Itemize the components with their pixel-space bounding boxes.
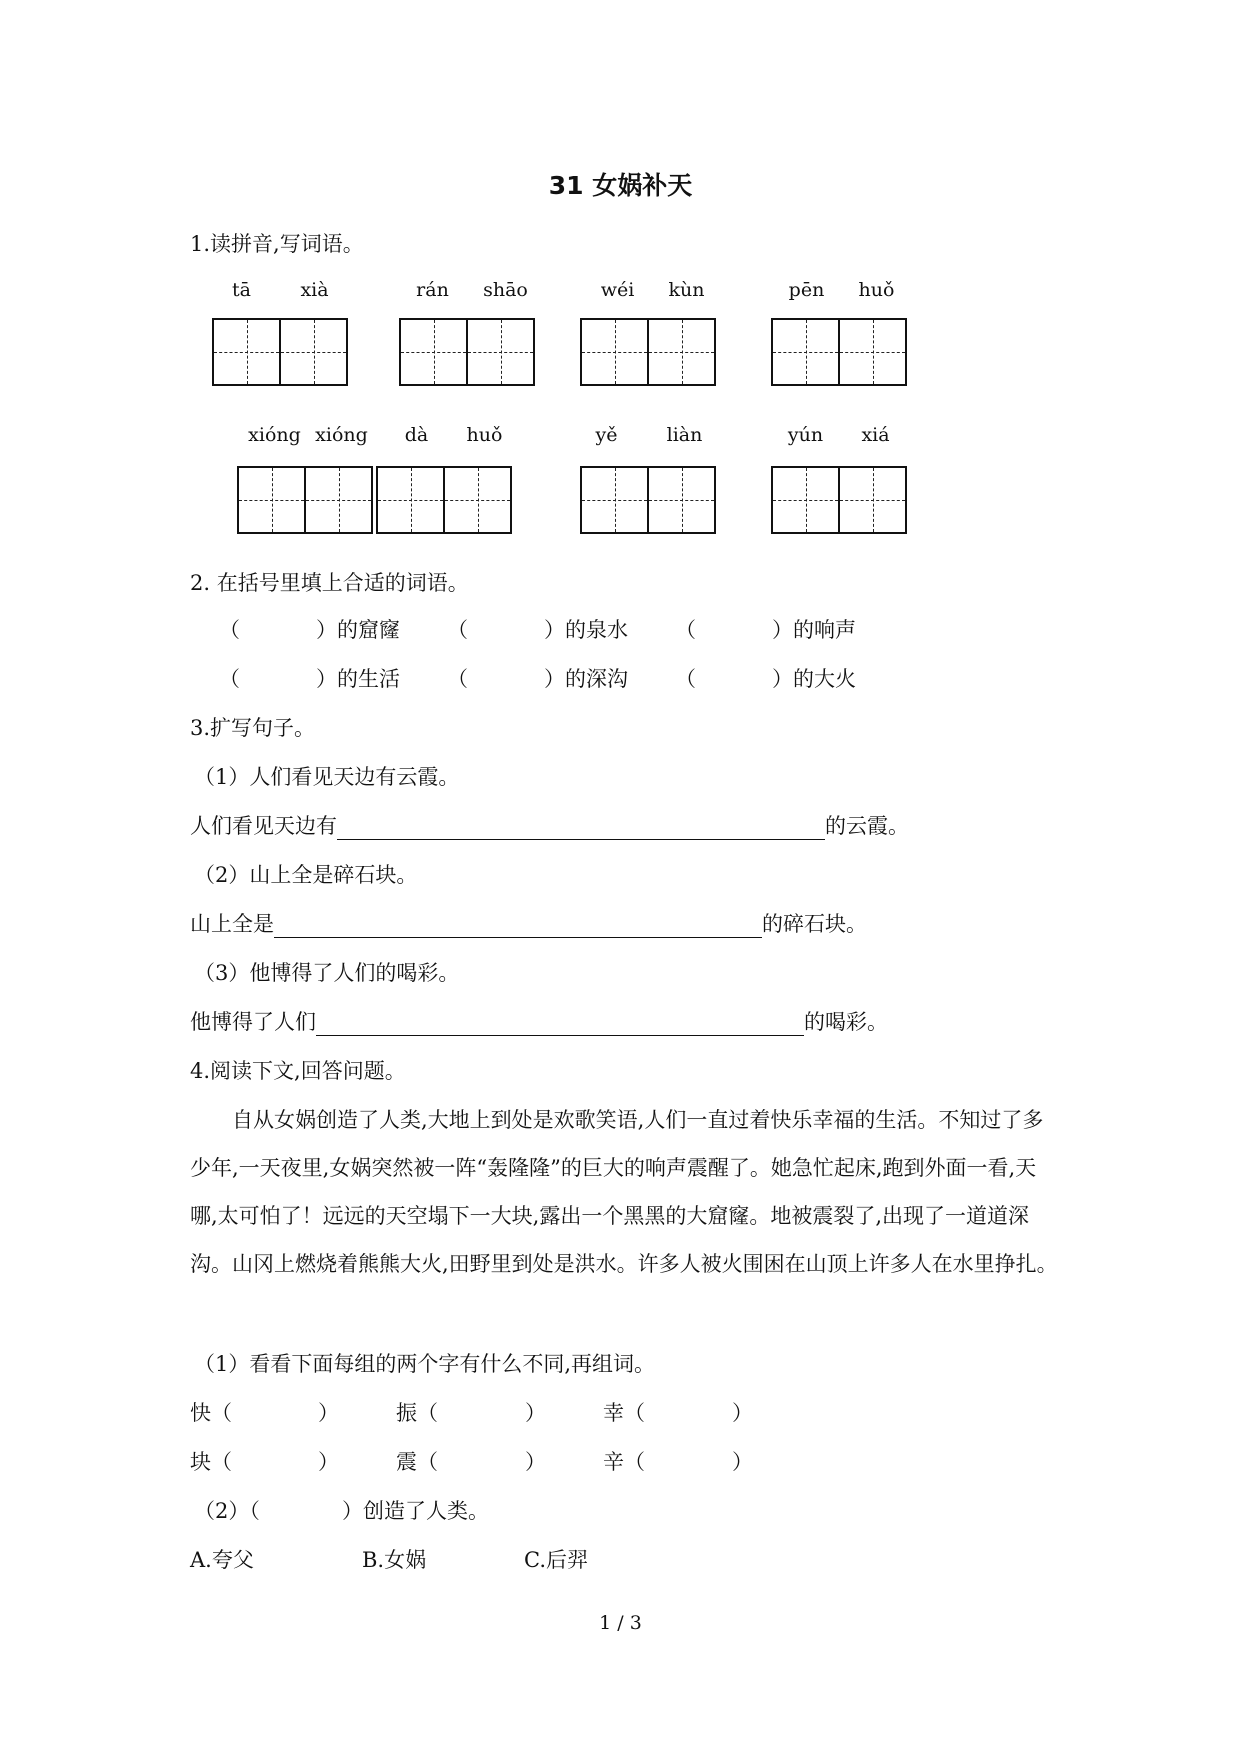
pinyin: tā	[232, 279, 251, 301]
writing-grid[interactable]	[771, 466, 907, 534]
q4-sub-question-1: （1）看看下面每组的两个字有什么不同,再组词。	[194, 1352, 656, 1376]
answer-suffix: 的云霞。	[825, 814, 909, 838]
bracket-close: ）	[525, 1401, 546, 1425]
fill-phrase: ）的大火	[772, 667, 856, 691]
q3-sentence-3: （3）他博得了人们的喝彩。	[194, 961, 460, 985]
char-pair: 辛（	[603, 1450, 645, 1474]
tian-cell[interactable]	[580, 318, 649, 386]
q4-sub-question-2-start: （2）（	[194, 1499, 260, 1523]
option-c[interactable]: C.后羿	[524, 1548, 588, 1572]
tian-cell[interactable]	[647, 318, 716, 386]
writing-grid[interactable]	[212, 318, 348, 386]
writing-grid[interactable]	[580, 466, 716, 534]
bracket-close: ）	[318, 1450, 339, 1474]
pinyin: dà	[404, 424, 429, 446]
page-title: 31 女娲补天	[548, 171, 693, 200]
option-b[interactable]: B.女娲	[362, 1548, 427, 1572]
char-pair: 幸（	[603, 1401, 645, 1425]
char-pair: 快（	[190, 1401, 232, 1425]
pinyin: xióng	[315, 424, 368, 446]
q2-heading: 2. 在括号里填上合适的词语。	[190, 571, 469, 595]
bracket-close: ）	[732, 1401, 753, 1425]
q4-heading: 4.阅读下文,回答问题。	[190, 1059, 406, 1083]
bracket-open: （	[219, 618, 240, 642]
pinyin: xiá	[861, 424, 890, 446]
pinyin: pēn	[788, 279, 825, 301]
q4-sub-question-2-end: ）创造了人类。	[342, 1499, 489, 1523]
q3-answer-2	[190, 908, 867, 938]
fill-phrase: ）的深沟	[544, 667, 628, 691]
answer-suffix: 的碎石块。	[762, 912, 867, 936]
tian-cell[interactable]	[399, 318, 468, 386]
answer-prefix: 人们看见天边有	[190, 814, 337, 838]
answer-suffix: 的喝彩。	[804, 1010, 888, 1034]
tian-cell[interactable]	[212, 318, 281, 386]
answer-blank[interactable]	[316, 1013, 804, 1036]
fill-phrase: ）的响声	[772, 618, 856, 642]
bracket-close: ）	[525, 1450, 546, 1474]
tian-cell[interactable]	[838, 466, 907, 534]
tian-cell[interactable]	[443, 466, 512, 534]
tian-cell[interactable]	[279, 318, 348, 386]
writing-grid[interactable]	[771, 318, 907, 386]
bracket-open: （	[219, 667, 240, 691]
tian-cell[interactable]	[771, 466, 840, 534]
q3-answer-3	[190, 1006, 888, 1036]
pinyin: wéi	[600, 279, 635, 301]
q3-answer-1	[190, 810, 909, 840]
bracket-open: （	[675, 618, 696, 642]
pinyin: xióng	[248, 424, 301, 446]
page-number: 1 / 3	[599, 1612, 642, 1634]
pinyin: huǒ	[466, 424, 503, 446]
answer-blank[interactable]	[337, 817, 825, 840]
answer-prefix: 他博得了人们	[190, 1010, 316, 1034]
writing-grid[interactable]	[376, 466, 512, 534]
pinyin: rán	[416, 279, 449, 301]
pinyin: kùn	[668, 279, 705, 301]
q3-sentence-2: （2）山上全是碎石块。	[194, 863, 418, 887]
tian-cell[interactable]	[580, 466, 649, 534]
fill-phrase: ）的窟窿	[316, 618, 400, 642]
tian-cell[interactable]	[771, 318, 840, 386]
tian-cell[interactable]	[466, 318, 535, 386]
pinyin: yě	[595, 424, 618, 446]
bracket-close: ）	[318, 1401, 339, 1425]
q3-heading: 3.扩写句子。	[190, 716, 316, 740]
tian-cell[interactable]	[647, 466, 716, 534]
bracket-open: （	[675, 667, 696, 691]
tian-cell[interactable]	[376, 466, 445, 534]
pinyin: huǒ	[858, 279, 895, 301]
char-pair: 震（	[396, 1450, 438, 1474]
pinyin: yún	[787, 424, 824, 446]
char-pair: 块（	[190, 1450, 232, 1474]
reading-passage: 自从女娲创造了人类,大地上到处是欢歌笑语,人们一直过着快乐幸福的生活。不知过了多少年,一天夜里,女娲突然被一阵“轰隆隆”的巨大的响声震醒了。她急忙起床,跑到外面一看,天哪,太可怕了！远远的天空塌下一大块,露出一个黑黑的大窟窿。地被震裂了,出现了一道道深沟。山冈上燃烧着熊熊大火,田野里到处是洪水。许多人被火围困在山顶上许多人在水里挣扎。	[190, 1108, 1058, 1276]
bracket-open: （	[447, 618, 468, 642]
q1-heading: 1.读拼音,写词语。	[190, 232, 364, 256]
pinyin: liàn	[666, 424, 703, 446]
answer-blank[interactable]	[274, 915, 762, 938]
answer-prefix: 山上全是	[190, 912, 274, 936]
pinyin: xià	[300, 279, 329, 301]
writing-grid[interactable]	[399, 318, 535, 386]
fill-phrase: ）的生活	[316, 667, 400, 691]
option-a[interactable]: A.夸父	[190, 1548, 254, 1572]
char-pair: 振（	[396, 1401, 438, 1425]
q3-sentence-1: （1）人们看见天边有云霞。	[194, 765, 460, 789]
tian-cell[interactable]	[838, 318, 907, 386]
tian-cell[interactable]	[237, 466, 306, 534]
pinyin: shāo	[483, 279, 528, 301]
bracket-close: ）	[732, 1450, 753, 1474]
writing-grid[interactable]	[580, 318, 716, 386]
fill-phrase: ）的泉水	[544, 618, 628, 642]
writing-grid[interactable]	[237, 466, 373, 534]
tian-cell[interactable]	[304, 466, 373, 534]
bracket-open: （	[447, 667, 468, 691]
